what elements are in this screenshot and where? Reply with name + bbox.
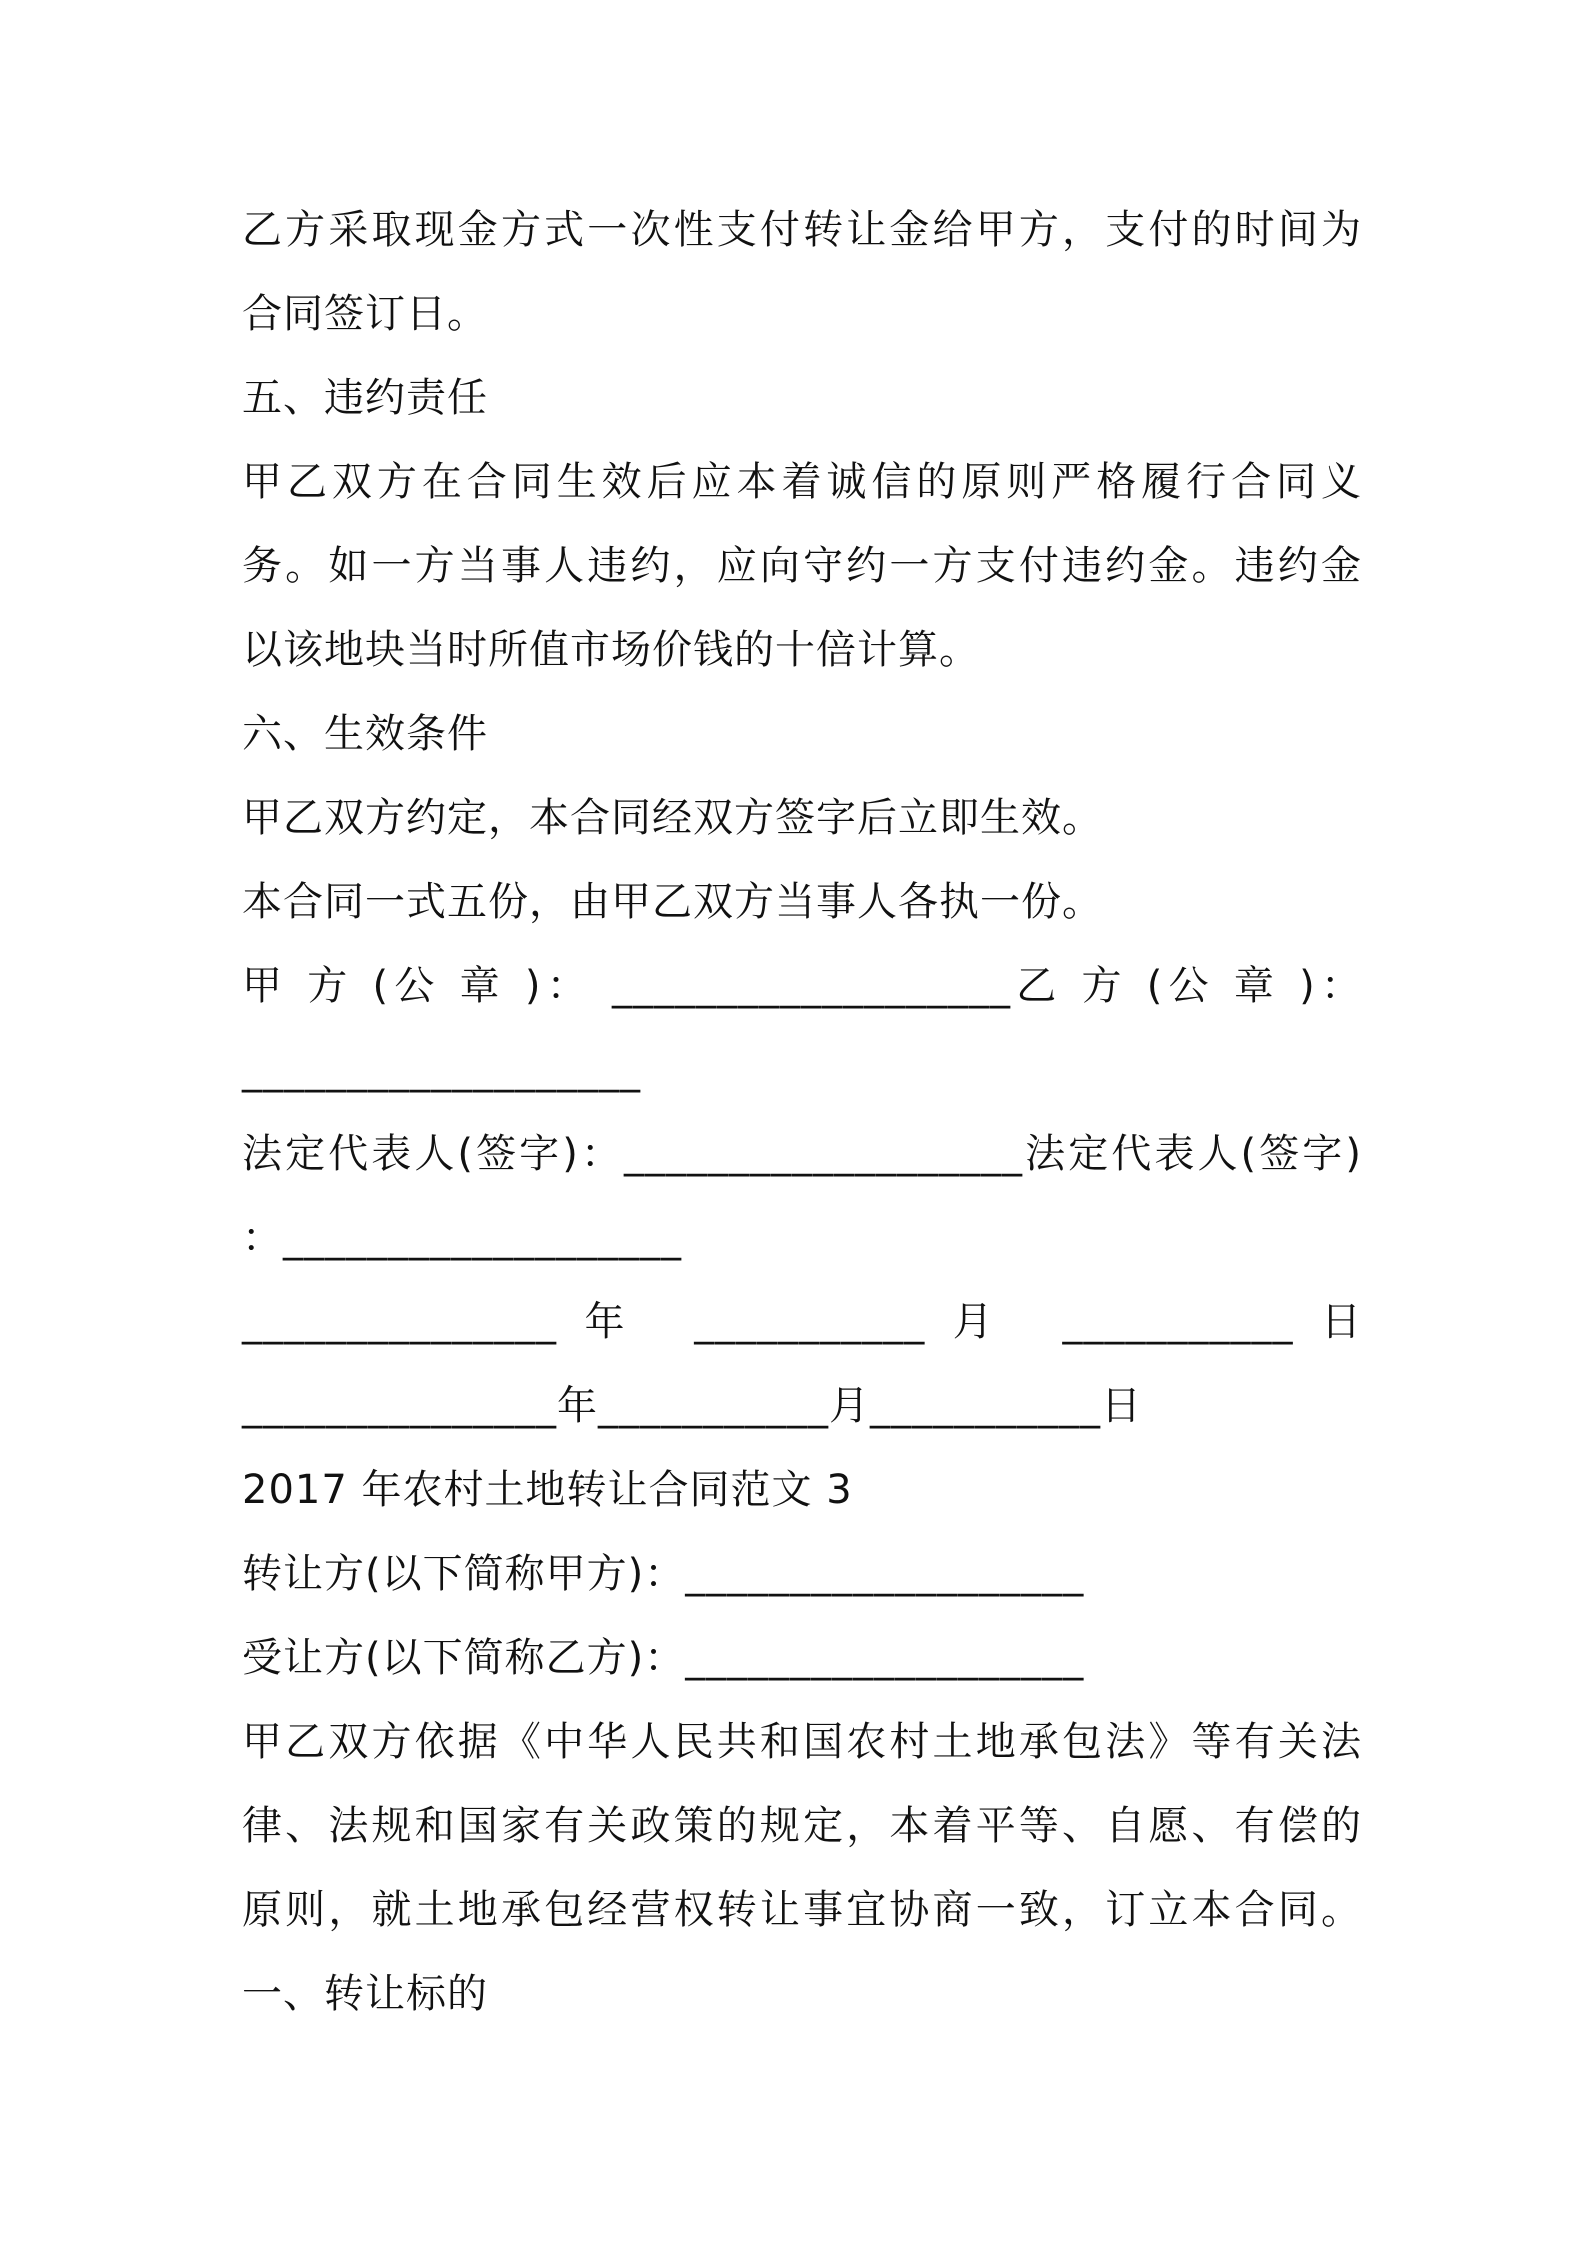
document-title: 2017 年农村土地转让合同范文 3: [242, 1467, 853, 1513]
section-heading: 六、生效条件: [242, 711, 488, 757]
signature-line: 法定代表人(签字)：___________________法定代表人(签字): [242, 1131, 1362, 1177]
paragraph-line: 本合同一式五份，由甲乙双方当事人各执一份。: [242, 879, 1103, 925]
party-line: 转让方(以下简称甲方)：___________________: [242, 1551, 1085, 1597]
paragraph-line: 以该地块当时所值市场价钱的十倍计算。: [242, 627, 980, 673]
paragraph-line: 甲乙双方依据《中华人民共和国农村土地承包法》等有关法: [242, 1719, 1362, 1765]
signature-blank: ___________________: [242, 1047, 641, 1093]
date-line: _______________年___________月___________日: [242, 1383, 1142, 1429]
section-heading: 一、转让标的: [242, 1971, 488, 2017]
date-line: _______________年 ___________月 ___________日: [242, 1299, 1362, 1345]
paragraph-line: 原则，就土地承包经营权转让事宜协商一致，订立本合同。: [242, 1887, 1362, 1933]
paragraph-line: 合同签订日。: [242, 291, 488, 337]
paragraph-line: 乙方采取现金方式一次性支付转让金给甲方，支付的时间为: [242, 207, 1362, 253]
paragraph-line: 律、法规和国家有关政策的规定，本着平等、自愿、有偿的: [242, 1803, 1362, 1849]
section-heading: 五、违约责任: [242, 375, 488, 421]
party-line: 受让方(以下简称乙方)：___________________: [242, 1635, 1085, 1681]
paragraph-line: 甲乙双方约定，本合同经双方签字后立即生效。: [242, 795, 1103, 841]
signature-blank: ：___________________: [242, 1215, 682, 1261]
signature-line: 甲 方 (公 章 )： ___________________乙 方 (公 章 )：: [242, 963, 1362, 1009]
paragraph-line: 务。如一方当事人违约，应向守约一方支付违约金。违约金: [242, 543, 1362, 589]
paragraph-line: 甲乙双方在合同生效后应本着诚信的原则严格履行合同义: [242, 459, 1362, 505]
